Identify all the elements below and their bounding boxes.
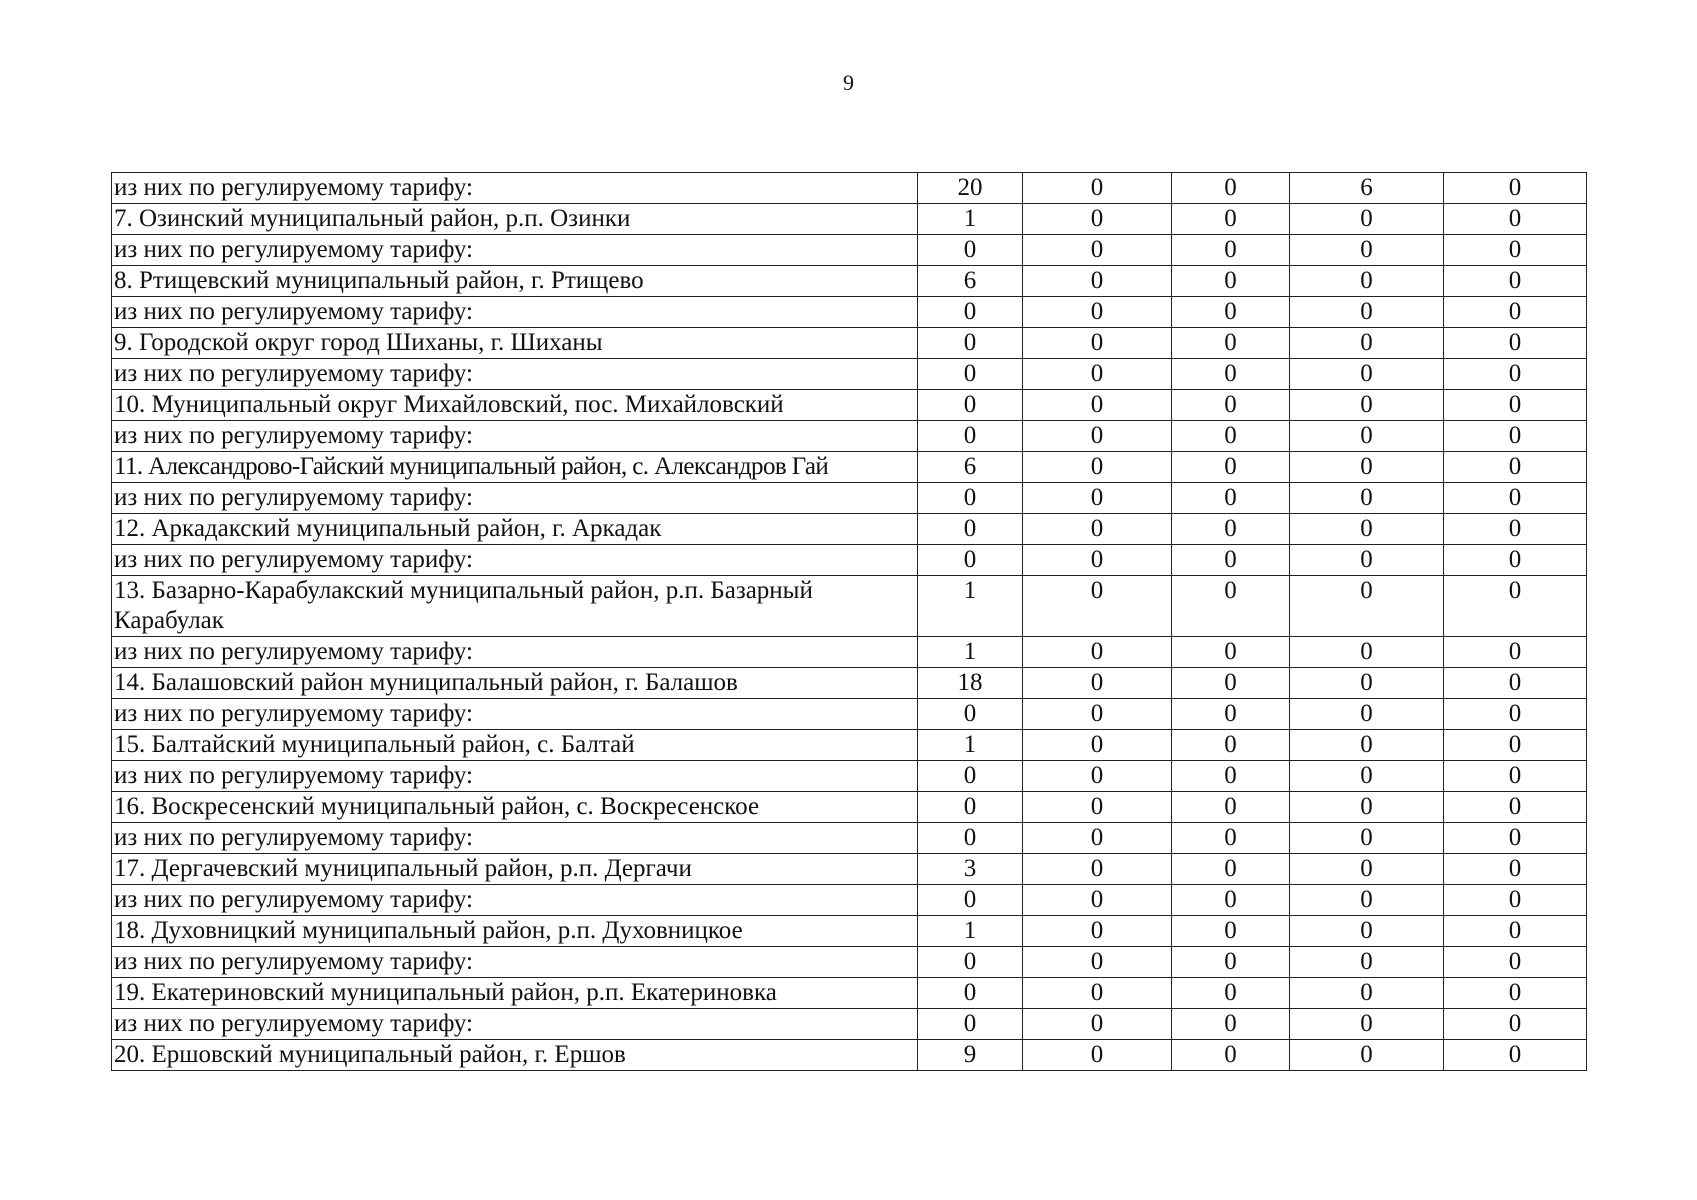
- value-cell-col-5: 0: [1444, 514, 1587, 545]
- value-cell-col-5: 0: [1444, 823, 1587, 854]
- value-cell-col-4: 0: [1290, 916, 1444, 947]
- table-row: [112, 297, 1587, 328]
- value-cell-col-5: 0: [1444, 545, 1587, 576]
- row-label-cell: 19. Екатериновский муниципальный район, р.п. Екатериновка: [112, 978, 918, 1009]
- value-cell-col-3: 0: [1172, 421, 1290, 452]
- table-row: [112, 545, 1587, 576]
- value-cell-col-4: 0: [1290, 390, 1444, 421]
- table-row: [112, 266, 1587, 297]
- value-cell-col-1: 0: [918, 823, 1023, 854]
- table-row: [112, 235, 1587, 266]
- row-label-cell: 17. Дергачевский муниципальный район, р.п. Дергачи: [112, 854, 918, 885]
- value-cell-col-2: 0: [1023, 1009, 1172, 1040]
- value-cell-col-3: 0: [1172, 792, 1290, 823]
- page-number: 9: [843, 70, 854, 95]
- value-cell-col-3: 0: [1172, 1009, 1290, 1040]
- value-cell-col-2: 0: [1023, 947, 1172, 978]
- value-cell-col-1: 0: [918, 514, 1023, 545]
- value-cell-col-3: 0: [1172, 637, 1290, 668]
- value-cell-col-4: 0: [1290, 1040, 1444, 1071]
- value-cell-col-2: 0: [1023, 885, 1172, 916]
- row-label-cell: из них по регулируемому тарифу:: [112, 421, 918, 452]
- value-cell-col-4: 0: [1290, 452, 1444, 483]
- row-label-cell: 14. Балашовский район муниципальный район, г. Балашов: [112, 668, 918, 699]
- value-cell-col-2: 0: [1023, 204, 1172, 235]
- row-label-cell: из них по регулируемому тарифу:: [112, 173, 918, 204]
- value-cell-col-3: 0: [1172, 483, 1290, 514]
- value-cell-col-3: 0: [1172, 514, 1290, 545]
- value-cell-col-5: 0: [1444, 637, 1587, 668]
- table-row: [112, 916, 1587, 947]
- value-cell-col-2: 0: [1023, 854, 1172, 885]
- row-label-cell: из них по регулируемому тарифу:: [112, 885, 918, 916]
- value-cell-col-5: 0: [1444, 699, 1587, 730]
- table-row: [112, 421, 1587, 452]
- value-cell-col-4: 0: [1290, 978, 1444, 1009]
- value-cell-col-4: 0: [1290, 235, 1444, 266]
- value-cell-col-4: 0: [1290, 545, 1444, 576]
- value-cell-col-1: 0: [918, 761, 1023, 792]
- value-cell-col-1: 0: [918, 328, 1023, 359]
- value-cell-col-1: 1: [918, 916, 1023, 947]
- value-cell-col-5: 0: [1444, 978, 1587, 1009]
- value-cell-col-3: 0: [1172, 266, 1290, 297]
- value-cell-col-3: 0: [1172, 452, 1290, 483]
- value-cell-col-2: 0: [1023, 452, 1172, 483]
- value-cell-col-5: 0: [1444, 173, 1587, 204]
- value-cell-col-3: 0: [1172, 1040, 1290, 1071]
- value-cell-col-2: 0: [1023, 359, 1172, 390]
- value-cell-col-3: 0: [1172, 545, 1290, 576]
- value-cell-col-2: 0: [1023, 328, 1172, 359]
- value-cell-col-4: 0: [1290, 947, 1444, 978]
- value-cell-col-1: 0: [918, 792, 1023, 823]
- table-row: [112, 792, 1587, 823]
- value-cell-col-3: 0: [1172, 668, 1290, 699]
- value-cell-col-5: 0: [1444, 1009, 1587, 1040]
- value-cell-col-2: 0: [1023, 916, 1172, 947]
- value-cell-col-3: 0: [1172, 390, 1290, 421]
- row-label-cell: 10. Муниципальный округ Михайловский, пос. Михайловский: [112, 390, 918, 421]
- value-cell-col-5: 0: [1444, 1040, 1587, 1071]
- value-cell-col-5: 0: [1444, 947, 1587, 978]
- value-cell-col-2: 0: [1023, 173, 1172, 204]
- value-cell-col-1: 0: [918, 421, 1023, 452]
- value-cell-col-5: 0: [1444, 266, 1587, 297]
- value-cell-col-1: 9: [918, 1040, 1023, 1071]
- table-row: [112, 173, 1587, 204]
- value-cell-col-4: 0: [1290, 514, 1444, 545]
- value-cell-col-2: 0: [1023, 792, 1172, 823]
- row-label-cell: 12. Аркадакский муниципальный район, г. Аркадак: [112, 514, 918, 545]
- value-cell-col-1: 1: [918, 730, 1023, 761]
- table-row: [112, 947, 1587, 978]
- value-cell-col-3: 0: [1172, 699, 1290, 730]
- value-cell-col-2: 0: [1023, 421, 1172, 452]
- value-cell-col-1: 6: [918, 452, 1023, 483]
- value-cell-col-3: 0: [1172, 328, 1290, 359]
- table-row: [112, 390, 1587, 421]
- value-cell-col-2: 0: [1023, 730, 1172, 761]
- table-row: [112, 576, 1587, 637]
- table-row: [112, 668, 1587, 699]
- value-cell-col-1: 0: [918, 947, 1023, 978]
- table-row: [112, 514, 1587, 545]
- value-cell-col-5: 0: [1444, 421, 1587, 452]
- value-cell-col-3: 0: [1172, 576, 1290, 637]
- value-cell-col-2: 0: [1023, 235, 1172, 266]
- value-cell-col-1: 1: [918, 204, 1023, 235]
- value-cell-col-2: 0: [1023, 823, 1172, 854]
- value-cell-col-4: 0: [1290, 483, 1444, 514]
- table-row: [112, 1040, 1587, 1071]
- value-cell-col-1: 0: [918, 390, 1023, 421]
- row-label-cell: из них по регулируемому тарифу:: [112, 699, 918, 730]
- value-cell-col-4: 0: [1290, 761, 1444, 792]
- value-cell-col-3: 0: [1172, 978, 1290, 1009]
- value-cell-col-5: 0: [1444, 328, 1587, 359]
- row-label-cell: 9. Городской округ город Шиханы, г. Шиханы: [112, 328, 918, 359]
- value-cell-col-2: 0: [1023, 297, 1172, 328]
- value-cell-col-1: 0: [918, 978, 1023, 1009]
- value-cell-col-5: 0: [1444, 668, 1587, 699]
- row-label-cell: из них по регулируемому тарифу:: [112, 297, 918, 328]
- table-row: [112, 204, 1587, 235]
- value-cell-col-4: 0: [1290, 204, 1444, 235]
- value-cell-col-1: 18: [918, 668, 1023, 699]
- table-body: [112, 173, 1587, 1071]
- row-label-cell: из них по регулируемому тарифу:: [112, 761, 918, 792]
- value-cell-col-5: 0: [1444, 359, 1587, 390]
- value-cell-col-3: 0: [1172, 885, 1290, 916]
- value-cell-col-1: 1: [918, 576, 1023, 637]
- value-cell-col-3: 0: [1172, 359, 1290, 390]
- table-row: [112, 885, 1587, 916]
- value-cell-col-5: 0: [1444, 452, 1587, 483]
- row-label-cell: из них по регулируемому тарифу:: [112, 483, 918, 514]
- table-row: [112, 1009, 1587, 1040]
- value-cell-col-1: 1: [918, 637, 1023, 668]
- value-cell-col-4: 0: [1290, 1009, 1444, 1040]
- row-label-cell: из них по регулируемому тарифу:: [112, 947, 918, 978]
- value-cell-col-1: 0: [918, 545, 1023, 576]
- value-cell-col-5: 0: [1444, 854, 1587, 885]
- value-cell-col-2: 0: [1023, 1040, 1172, 1071]
- value-cell-col-3: 0: [1172, 204, 1290, 235]
- row-label-cell: 18. Духовницкий муниципальный район, р.п. Духовницкое: [112, 916, 918, 947]
- table-row: [112, 823, 1587, 854]
- value-cell-col-1: 6: [918, 266, 1023, 297]
- value-cell-col-1: 3: [918, 854, 1023, 885]
- value-cell-col-2: 0: [1023, 761, 1172, 792]
- table-row: [112, 452, 1587, 483]
- value-cell-col-2: 0: [1023, 978, 1172, 1009]
- value-cell-col-1: 0: [918, 885, 1023, 916]
- value-cell-col-2: 0: [1023, 576, 1172, 637]
- value-cell-col-5: 0: [1444, 792, 1587, 823]
- value-cell-col-4: 0: [1290, 421, 1444, 452]
- value-cell-col-1: 0: [918, 297, 1023, 328]
- value-cell-col-5: 0: [1444, 761, 1587, 792]
- table-row: [112, 854, 1587, 885]
- value-cell-col-3: 0: [1172, 730, 1290, 761]
- value-cell-col-5: 0: [1444, 916, 1587, 947]
- value-cell-col-4: 0: [1290, 297, 1444, 328]
- value-cell-col-1: 0: [918, 359, 1023, 390]
- value-cell-col-3: 0: [1172, 235, 1290, 266]
- table-row: [112, 328, 1587, 359]
- value-cell-col-4: 0: [1290, 699, 1444, 730]
- value-cell-col-5: 0: [1444, 297, 1587, 328]
- value-cell-col-5: 0: [1444, 885, 1587, 916]
- value-cell-col-4: 0: [1290, 359, 1444, 390]
- value-cell-col-5: 0: [1444, 204, 1587, 235]
- value-cell-col-5: 0: [1444, 235, 1587, 266]
- value-cell-col-1: 0: [918, 699, 1023, 730]
- value-cell-col-3: 0: [1172, 823, 1290, 854]
- data-table: [111, 172, 1587, 1071]
- value-cell-col-4: 0: [1290, 637, 1444, 668]
- value-cell-col-2: 0: [1023, 483, 1172, 514]
- row-label-cell: 7. Озинский муниципальный район, р.п. Озинки: [112, 204, 918, 235]
- value-cell-col-1: 0: [918, 235, 1023, 266]
- row-label-cell: 20. Ершовский муниципальный район, г. Ершов: [112, 1040, 918, 1071]
- value-cell-col-4: 0: [1290, 792, 1444, 823]
- value-cell-col-3: 0: [1172, 173, 1290, 204]
- row-label-cell: из них по регулируемому тарифу:: [112, 359, 918, 390]
- value-cell-col-2: 0: [1023, 668, 1172, 699]
- value-cell-col-3: 0: [1172, 916, 1290, 947]
- value-cell-col-5: 0: [1444, 730, 1587, 761]
- value-cell-col-3: 0: [1172, 947, 1290, 978]
- value-cell-col-2: 0: [1023, 699, 1172, 730]
- table-row: [112, 637, 1587, 668]
- value-cell-col-4: 0: [1290, 576, 1444, 637]
- value-cell-col-2: 0: [1023, 514, 1172, 545]
- table-row: [112, 699, 1587, 730]
- value-cell-col-1: 20: [918, 173, 1023, 204]
- row-label-cell: из них по регулируемому тарифу:: [112, 637, 918, 668]
- row-label-cell: из них по регулируемому тарифу:: [112, 235, 918, 266]
- table-row: [112, 359, 1587, 390]
- value-cell-col-4: 0: [1290, 266, 1444, 297]
- value-cell-col-3: 0: [1172, 297, 1290, 328]
- row-label-cell: из них по регулируемому тарифу:: [112, 545, 918, 576]
- value-cell-col-4: 0: [1290, 823, 1444, 854]
- value-cell-col-5: 0: [1444, 576, 1587, 637]
- table-row: [112, 978, 1587, 1009]
- row-label-cell: 15. Балтайский муниципальный район, с. Балтай: [112, 730, 918, 761]
- value-cell-col-4: 0: [1290, 885, 1444, 916]
- value-cell-col-5: 0: [1444, 390, 1587, 421]
- row-label-cell: из них по регулируемому тарифу:: [112, 1009, 918, 1040]
- value-cell-col-4: 6: [1290, 173, 1444, 204]
- value-cell-col-2: 0: [1023, 266, 1172, 297]
- value-cell-col-2: 0: [1023, 545, 1172, 576]
- row-label-cell: 8. Ртищевский муниципальный район, г. Ртищево: [112, 266, 918, 297]
- value-cell-col-4: 0: [1290, 328, 1444, 359]
- table-row: [112, 730, 1587, 761]
- value-cell-col-5: 0: [1444, 483, 1587, 514]
- value-cell-col-3: 0: [1172, 854, 1290, 885]
- value-cell-col-1: 0: [918, 483, 1023, 514]
- row-label-cell: 13. Базарно-Карабулакский муниципальный район, р.п. Базарный Карабулак: [112, 576, 918, 637]
- value-cell-col-4: 0: [1290, 668, 1444, 699]
- value-cell-col-4: 0: [1290, 854, 1444, 885]
- value-cell-col-3: 0: [1172, 761, 1290, 792]
- row-label-cell: 16. Воскресенский муниципальный район, с. Воскресенское: [112, 792, 918, 823]
- value-cell-col-2: 0: [1023, 637, 1172, 668]
- row-label-cell: из них по регулируемому тарифу:: [112, 823, 918, 854]
- value-cell-col-1: 0: [918, 1009, 1023, 1040]
- table-row: [112, 483, 1587, 514]
- row-label-cell: 11. Александрово-Гайский муниципальный район, с. Александров Гай: [112, 452, 918, 483]
- value-cell-col-4: 0: [1290, 730, 1444, 761]
- value-cell-col-2: 0: [1023, 390, 1172, 421]
- table-row: [112, 761, 1587, 792]
